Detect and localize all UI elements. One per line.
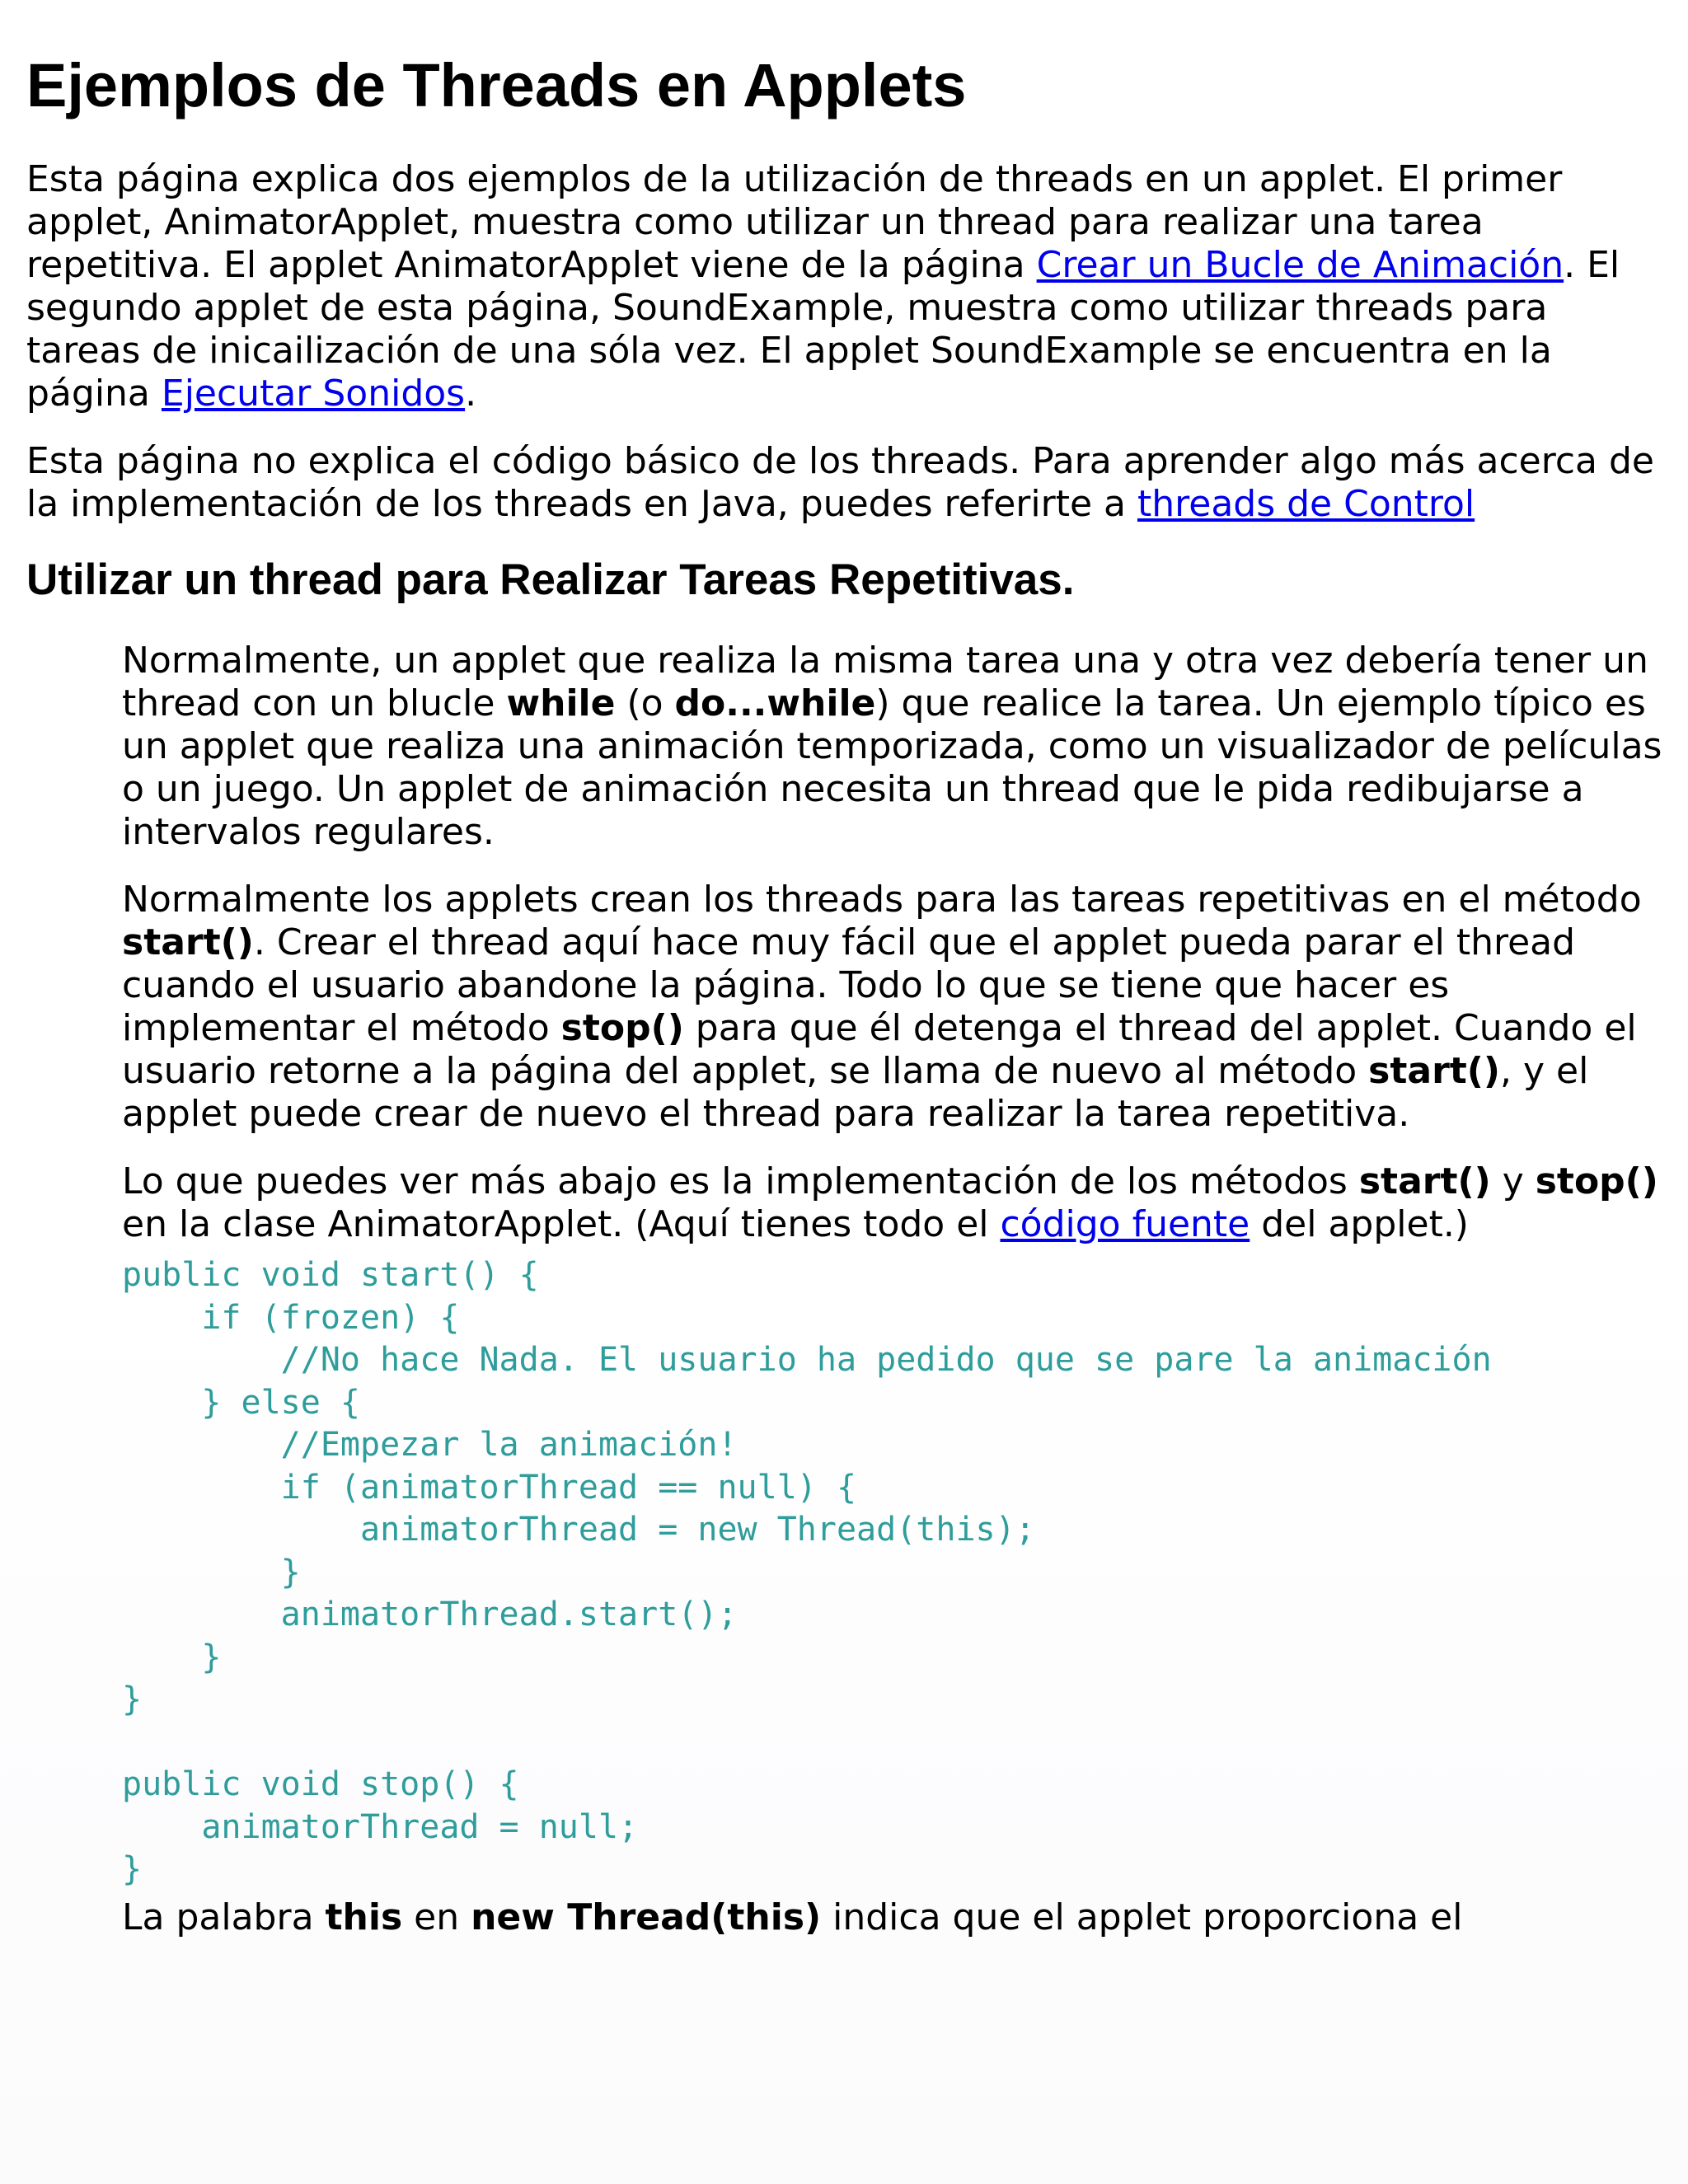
s-p4-keyword-this: this — [325, 1896, 403, 1938]
s-p3-text-c: en la clase AnimatorApplet. (Aquí tienes todo el — [122, 1203, 1001, 1245]
section-paragraph-1 — [122, 640, 1663, 854]
code-block: public void start() { if (frozen) { //No hace Nada. El usuario ha pedido que se pare la animación } else { //Empezar la animación! if (animatorThread == null) { animatorThread = new Thread(this); } animatorThread.start(); } } public void stop() { animatorThread = null; } — [122, 1256, 1492, 1888]
s-p4-text-c: indica que el applet proporciona el — [821, 1896, 1463, 1938]
s-p1-keyword-while: while — [506, 682, 616, 724]
s-p2-text-a: Normalmente los applets crean los threads para las tareas repetitivas en el método — [122, 879, 1642, 921]
link-crear-bucle-animacion[interactable]: Crear un Bucle de Animación — [1036, 244, 1564, 286]
s-p3-text-a: Lo que puedes ver más abajo es la implementación de los métodos — [122, 1160, 1359, 1202]
section-paragraph-2 — [122, 879, 1663, 1136]
s-p1-keyword-do-while: do...while — [674, 682, 876, 724]
s-p2-text-d: , y el applet puede crear de nuevo el thread para realizar la tarea repetitiva. — [122, 1050, 1589, 1135]
s-p1-text-a: Normalmente, un applet que realiza la misma tarea una y otra vez debería tener un thread con un blucle — [122, 640, 1648, 724]
link-codigo-fuente[interactable]: código fuente — [1000, 1203, 1250, 1245]
s-p1-text-c: ) que realice la tarea. Un ejemplo típico es un applet que realiza una animación temporizada, como un visualizador de películas o un juego. Un applet de animación necesita un thread que le pida redibujarse a intervalos regulares. — [122, 682, 1662, 853]
intro-p1-text-b: . El segundo applet de esta página, SoundExample, muestra como utilizar threads para tareas de inicailización de una sóla vez. El applet SoundExample se encuentra en la página — [26, 244, 1620, 415]
s-p2-text-c: para que él detenga el thread del applet. Cuando el usuario retorne a la página del applet, se llama de nuevo al método — [122, 1007, 1637, 1092]
s-p4-text-a: La palabra — [122, 1896, 326, 1938]
document-content — [26, 0, 1667, 1939]
intro-paragraph-1 — [26, 158, 1667, 415]
section-heading: Utilizar un thread para Realizar Tareas Repetitivas. — [26, 555, 1075, 604]
s-p3-text-b: y — [1490, 1160, 1536, 1202]
intro-p2-text-a: Esta página no explica el código básico de los threads. Para aprender algo más acerca de la implementación de los threads en Java, puedes referirte a — [26, 440, 1654, 525]
s-p3-text-d: del applet.) — [1250, 1203, 1469, 1245]
intro-p1-text-c: . — [465, 373, 477, 415]
s-p3-keyword-start: start() — [1358, 1160, 1491, 1202]
s-p2-text-b: . Crear el thread aquí hace muy fácil que el applet pueda parar el thread cuando el usuario abandone la página. Todo lo que se tiene que hacer es implementar el método — [122, 921, 1576, 1049]
section-body — [122, 640, 1663, 1939]
intro-paragraph-2 — [26, 440, 1667, 526]
s-p3-keyword-stop: stop() — [1535, 1160, 1658, 1202]
s-p4-keyword-new-thread: new Thread(this) — [471, 1896, 822, 1938]
s-p2-keyword-stop: stop() — [560, 1007, 684, 1049]
s-p4-text-b: en — [402, 1896, 471, 1938]
link-ejecutar-sonidos[interactable]: Ejecutar Sonidos — [161, 373, 466, 415]
section-paragraph-4 — [122, 1896, 1663, 1939]
s-p2-keyword-start-2: start() — [1368, 1050, 1501, 1092]
s-p2-keyword-start: start() — [122, 921, 254, 963]
section-paragraph-3 — [122, 1160, 1663, 1246]
intro-p1-text-a: Esta página explica dos ejemplos de la utilización de threads en un applet. El primer applet, AnimatorApplet, muestra como utilizar un thread para realizar una tarea repetitiva. El applet AnimatorApplet viene de la página — [26, 158, 1563, 286]
page-title: Ejemplos de Threads en Applets — [26, 51, 967, 120]
s-p1-text-b: (o — [615, 682, 675, 724]
link-threads-de-control[interactable]: threads de Control — [1137, 483, 1475, 525]
